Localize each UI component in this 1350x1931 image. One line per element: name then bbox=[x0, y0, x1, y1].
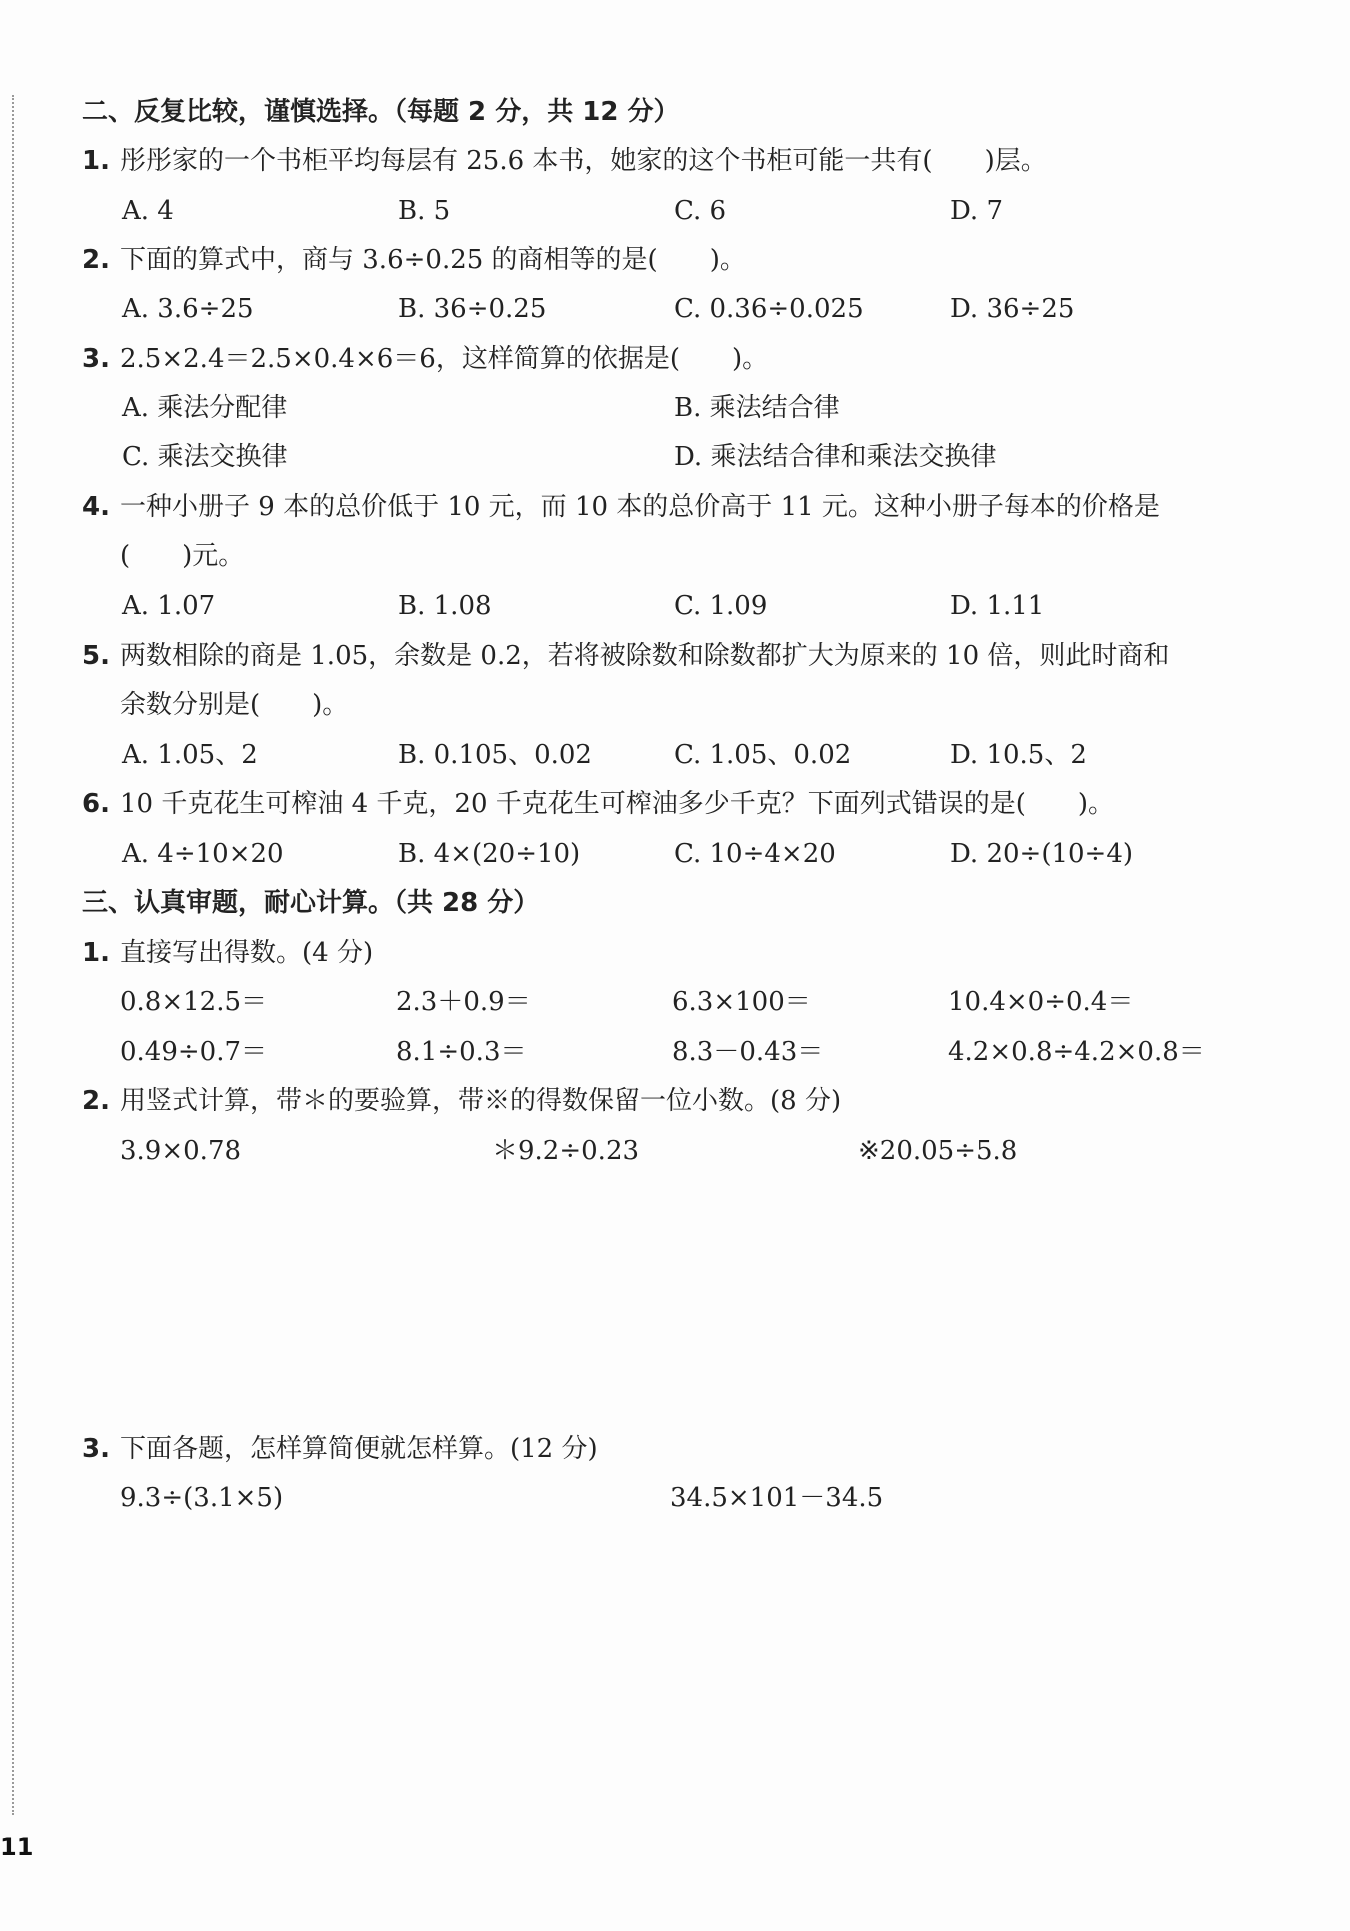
oral-calc-item: 0.8×12.5＝ bbox=[120, 987, 268, 1017]
s2-q4-option-c: C. 1.09 bbox=[674, 591, 768, 621]
question-text: 下面的算式中，商与 3.6÷0.25 的商相等的是( )。 bbox=[120, 245, 746, 275]
question-text: 下面各题，怎样算简便就怎样算。(12 分) bbox=[120, 1434, 598, 1464]
oral-calc-item: 2.3＋0.9＝ bbox=[396, 987, 531, 1017]
s2-q1-option-d: D. 7 bbox=[950, 196, 1003, 226]
s2-q6-option-b: B. 4×(20÷10) bbox=[398, 839, 581, 869]
s2-question-4 bbox=[82, 490, 1160, 524]
s2-q6-option-c: C. 10÷4×20 bbox=[674, 839, 836, 869]
oral-calc-item: 8.1÷0.3＝ bbox=[396, 1037, 527, 1067]
s3-question-2 bbox=[82, 1084, 841, 1118]
question-text: 2.5×2.4＝2.5×0.4×6＝6，这样简算的依据是( )。 bbox=[120, 344, 769, 374]
s2-question-1 bbox=[82, 144, 1047, 178]
s2-question-5 bbox=[82, 639, 1169, 673]
s2-question-2 bbox=[82, 243, 746, 277]
s3-question-1 bbox=[82, 936, 373, 970]
s2-question-6 bbox=[82, 787, 1114, 821]
s2-q2-option-a: A. 3.6÷25 bbox=[122, 294, 254, 324]
s2-q6-option-d: D. 20÷(10÷4) bbox=[950, 839, 1134, 869]
s2-q3-option-a: A. 乘法分配律 bbox=[122, 393, 288, 423]
question-text: 彤彤家的一个书柜平均每层有 25.6 本书，她家的这个书柜可能一共有( )层。 bbox=[120, 146, 1047, 176]
s2-q4-option-d: D. 1.11 bbox=[950, 591, 1045, 621]
s2-q3-option-d: D. 乘法结合律和乘法交换律 bbox=[674, 442, 997, 472]
s2-question-4-continuation: ( )元。 bbox=[120, 541, 245, 571]
s2-question-3 bbox=[82, 342, 768, 376]
s2-q4-option-a: A. 1.07 bbox=[122, 591, 216, 621]
section3-title: 三、认真审题，耐心计算。（共 28 分） bbox=[82, 888, 540, 918]
question-number: 3. bbox=[82, 344, 110, 374]
simplify-calc-item: 9.3÷(3.1×5) bbox=[120, 1483, 284, 1513]
question-text: 用竖式计算，带＊的要验算，带※的得数保留一位小数。(8 分) bbox=[120, 1086, 842, 1116]
s2-q5-option-d: D. 10.5、2 bbox=[950, 740, 1087, 770]
s2-q3-option-b: B. 乘法结合律 bbox=[674, 393, 840, 423]
question-text: 直接写出得数。(4 分) bbox=[120, 938, 374, 968]
s3-question-3 bbox=[82, 1432, 598, 1466]
question-number: 4. bbox=[82, 492, 110, 522]
s2-q1-option-b: B. 5 bbox=[398, 196, 451, 226]
question-text: 10 千克花生可榨油 4 千克，20 千克花生可榨油多少千克？下面列式错误的是( )。 bbox=[120, 789, 1115, 819]
oral-calc-item: 8.3－0.43＝ bbox=[672, 1037, 824, 1067]
vertical-calc-item: ※20.05÷5.8 bbox=[858, 1136, 1018, 1166]
question-number: 5. bbox=[82, 641, 110, 671]
vertical-calc-item: 3.9×0.78 bbox=[120, 1136, 242, 1166]
oral-calc-item: 4.2×0.8÷4.2×0.8＝ bbox=[948, 1037, 1205, 1067]
question-number: 2. bbox=[82, 245, 110, 275]
s2-q4-option-b: B. 1.08 bbox=[398, 591, 492, 621]
oral-calc-item: 0.49÷0.7＝ bbox=[120, 1037, 268, 1067]
question-number: 1. bbox=[82, 938, 110, 968]
simplify-calc-item: 34.5×101－34.5 bbox=[670, 1483, 884, 1513]
section2-title: 二、反复比较，谨慎选择。（每题 2 分，共 12 分） bbox=[82, 97, 680, 127]
s2-q1-option-c: C. 6 bbox=[674, 196, 727, 226]
question-text: 两数相除的商是 1.05，余数是 0.2，若将被除数和除数都扩大为原来的 10 倍，则此时商和 bbox=[120, 641, 1170, 671]
s2-q1-option-a: A. 4 bbox=[122, 196, 174, 226]
page-number: 11 bbox=[0, 1833, 34, 1861]
s2-q5-option-a: A. 1.05、2 bbox=[122, 740, 258, 770]
s2-q6-option-a: A. 4÷10×20 bbox=[122, 839, 284, 869]
oral-calc-item: 6.3×100＝ bbox=[672, 987, 811, 1017]
s2-q3-option-c: C. 乘法交换律 bbox=[122, 442, 288, 472]
question-number: 1. bbox=[82, 146, 110, 176]
question-text: 一种小册子 9 本的总价低于 10 元，而 10 本的总价高于 11 元。这种小册子每本的价格是 bbox=[120, 492, 1160, 522]
vertical-calc-item: ＊9.2÷0.23 bbox=[492, 1136, 640, 1166]
question-number: 6. bbox=[82, 789, 110, 819]
s2-q5-option-b: B. 0.105、0.02 bbox=[398, 740, 592, 770]
s2-question-5-continuation: 余数分别是( )。 bbox=[120, 690, 349, 720]
oral-calc-item: 10.4×0÷0.4＝ bbox=[948, 987, 1134, 1017]
question-number: 3. bbox=[82, 1434, 110, 1464]
question-number: 2. bbox=[82, 1086, 110, 1116]
s2-q2-option-c: C. 0.36÷0.025 bbox=[674, 294, 864, 324]
s2-q5-option-c: C. 1.05、0.02 bbox=[674, 740, 852, 770]
s2-q2-option-d: D. 36÷25 bbox=[950, 294, 1075, 324]
s2-q2-option-b: B. 36÷0.25 bbox=[398, 294, 547, 324]
binding-dotted-line bbox=[12, 95, 14, 1815]
